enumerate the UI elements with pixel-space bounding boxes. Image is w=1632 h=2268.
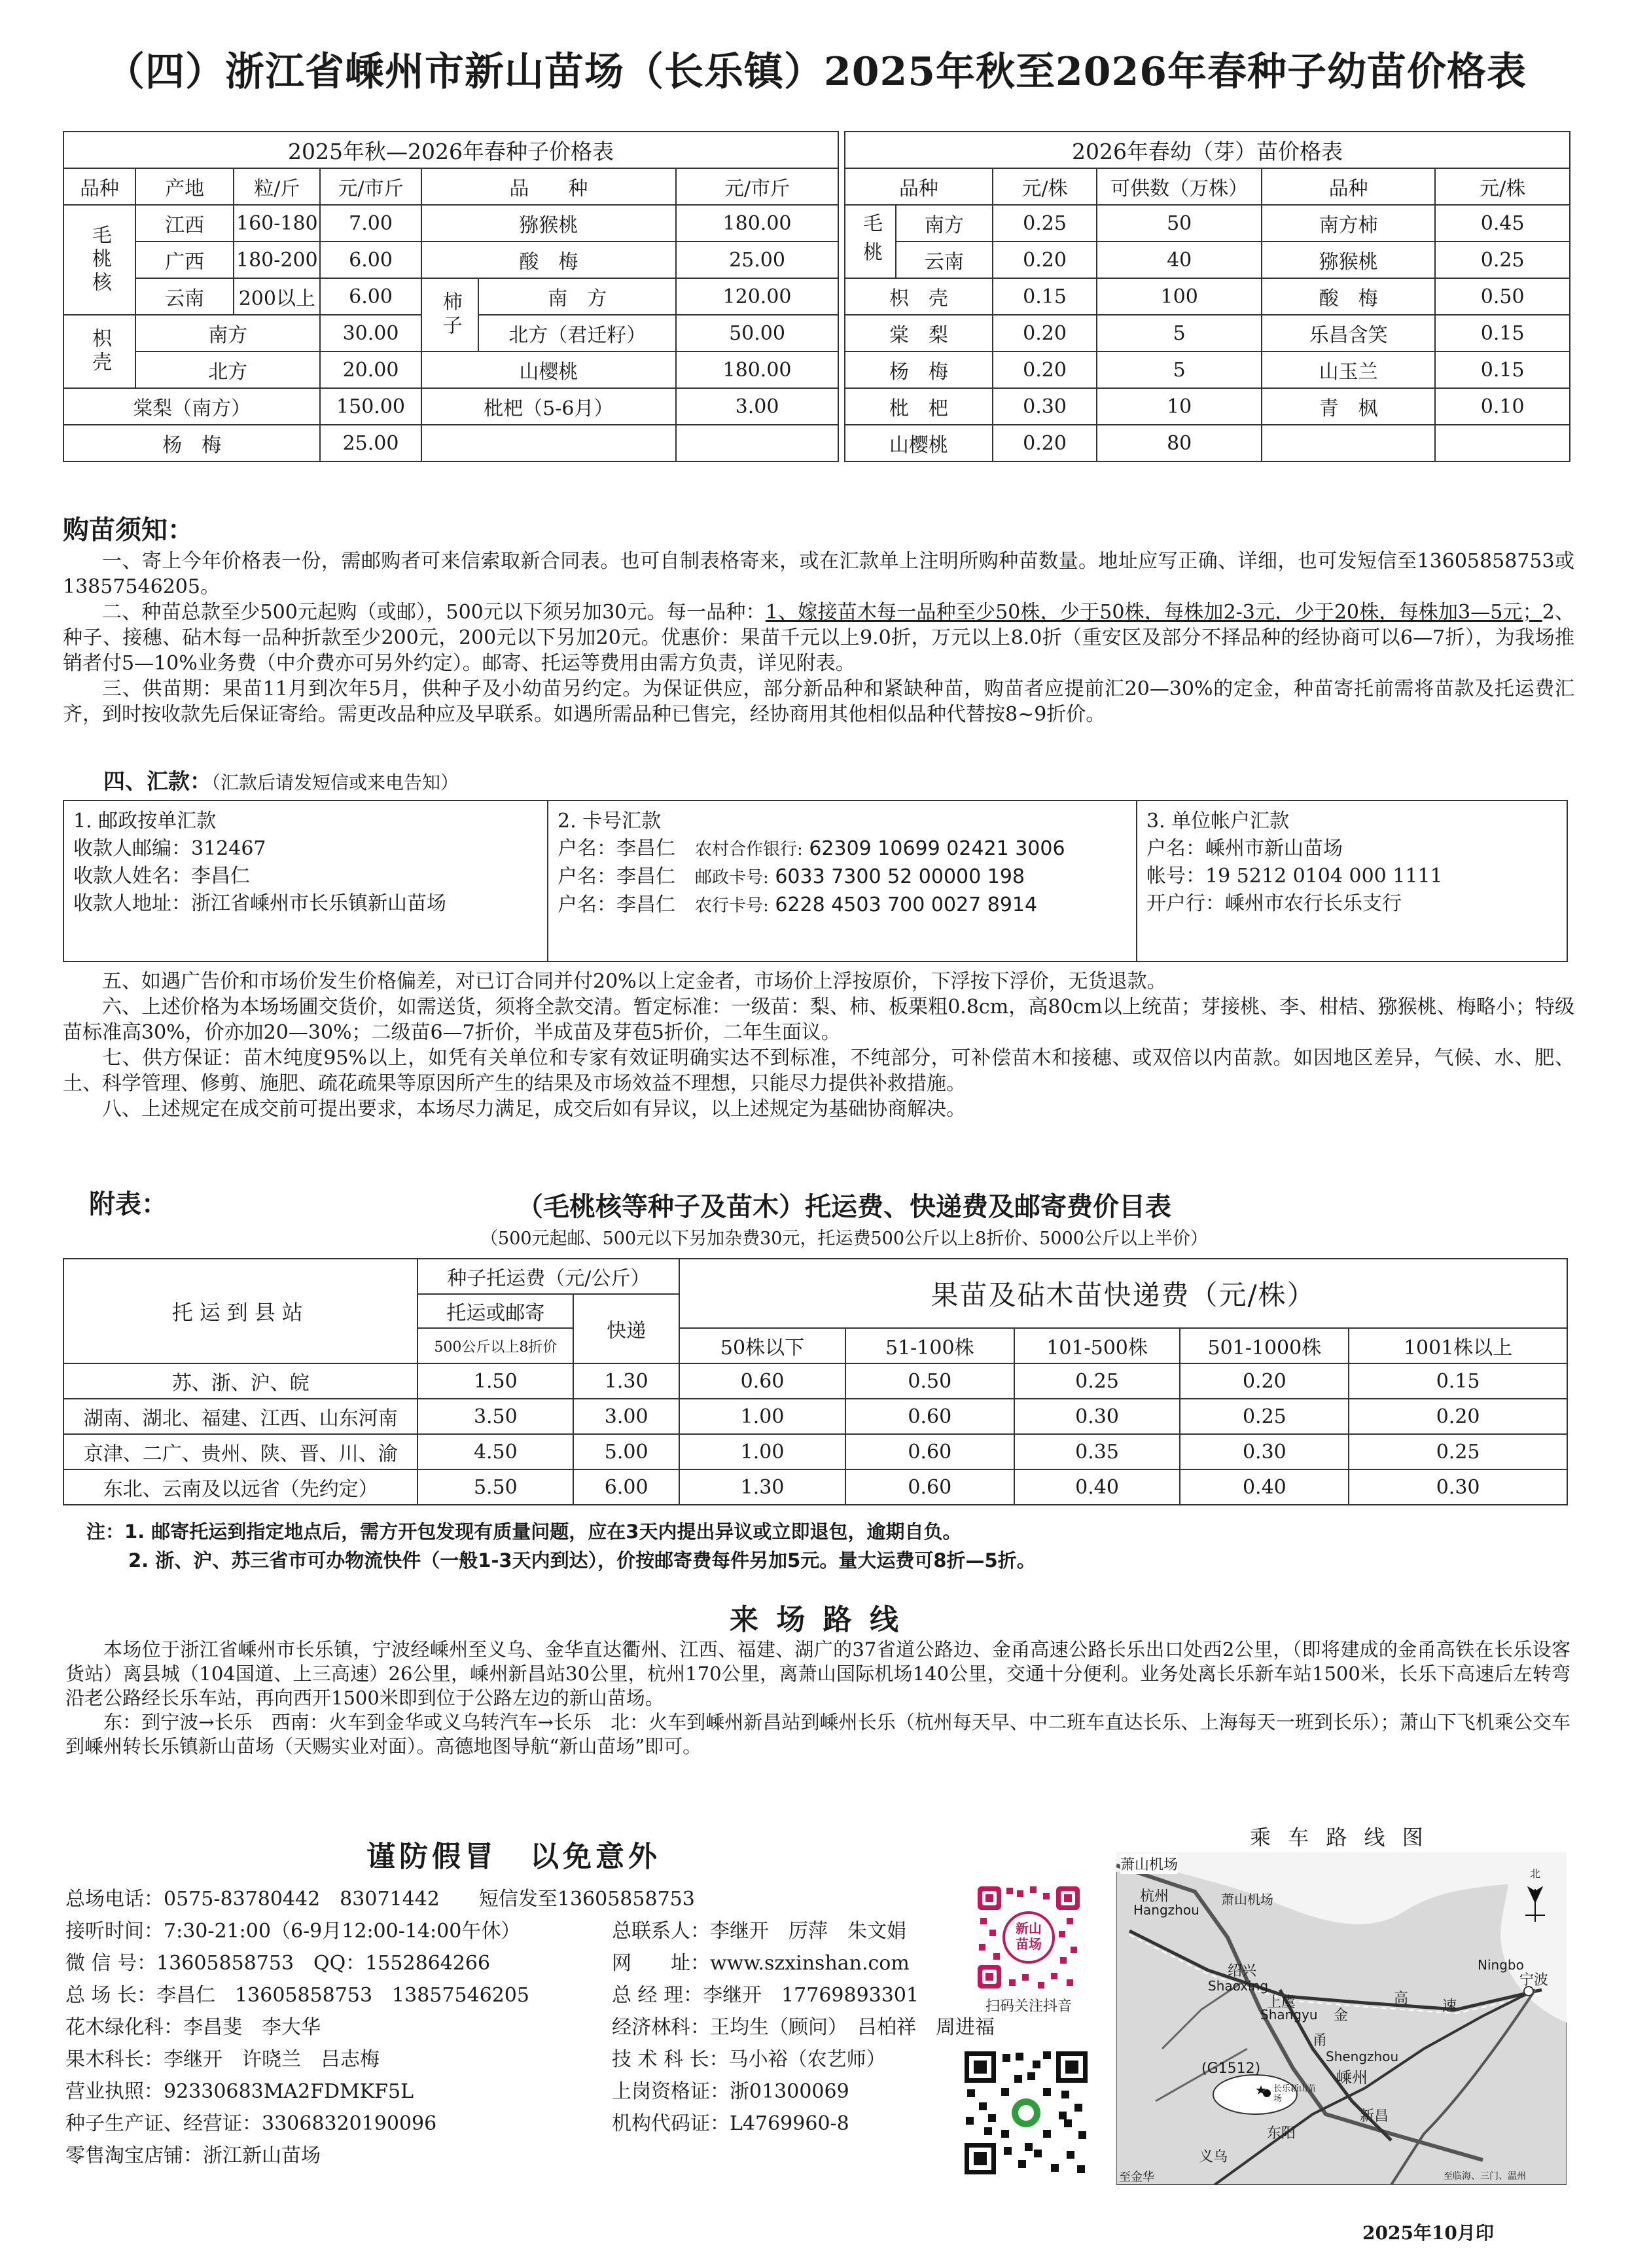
contact-fruit: 果木科长：李继开 许晓兰 吕志梅 (65, 2048, 380, 2071)
ship-h-tier: 101-500株 (1014, 1328, 1180, 1363)
maotao-label: 毛桃 (845, 205, 896, 278)
route-p2: 东：到宁波→长乐 西南：火车到金华或义乌转汽车→长乐 北：火车到嵊州新昌站到嵊州长乐（杭州每天早、中二班车直达长乐、上海每天一班到长乐）；萧山下飞机乘公交车到嵊州转长乐镇新山苗场（天赐实业对面）。高德地图导航“新山苗场”即可。 (65, 1711, 1570, 1757)
remit-postal-address: 收款人地址：浙江省嵊州市长乐镇新山苗场 (73, 892, 446, 915)
notice-body (63, 549, 1574, 727)
seedling-name: 猕猴桃 (1262, 242, 1435, 278)
seedling-price: 0.25 (1435, 242, 1570, 278)
notice-p2-underline: 1、嫁接苗木每一品种至少50株，少于50株，每株加2-3元，少于20株，每株加3—5元； (765, 601, 1542, 624)
remit-card-number: 6033 7300 52 00000 198 (775, 865, 1025, 888)
notice-p2b: 2、种子、接穗、砧木每一品种折款至少200元，200元以下另加20元。优惠价：果苗千元以上9.0折，万元以上8.0折（重安区及部分不择品种的经协商可以6—7折），为我场推销者付5—10%业务费（中介费亦可另外约定）。邮寄、托运等费用由需方负责，详见附表。 (63, 601, 1574, 675)
seed-grains: 200以上 (234, 278, 320, 315)
ship-tier-fee: 0.15 (1349, 1363, 1567, 1399)
contact-taobao: 零售淘宝店铺：浙江新山苗场 (65, 2144, 321, 2167)
remit-card-row (558, 863, 1127, 891)
map-title: 乘 车 路 线 图 (1250, 1825, 1428, 1850)
map-label-airport: 萧山机场 (1120, 1854, 1178, 1874)
remit-card-number: 6228 4503 700 0027 8914 (775, 893, 1038, 916)
ship-h-tier: 51-100株 (845, 1328, 1014, 1363)
seedling-price: 0.15 (993, 278, 1097, 315)
map-label-ningbo: 宁波 (1519, 1972, 1549, 1989)
ship-tier-fee: 0.60 (845, 1399, 1014, 1434)
ship-tier-fee: 0.25 (1349, 1434, 1567, 1469)
map-label-airport2: 萧山机场 (1221, 1892, 1273, 1907)
seedling-name: 山玉兰 (1262, 351, 1435, 388)
seed-h-grains: 粒/斤 (234, 168, 320, 205)
seedling-name: 棠 梨 (845, 315, 993, 351)
seed-name: 山樱桃 (421, 351, 676, 388)
seedling-qty: 5 (1097, 315, 1261, 351)
contact-mid-blank (612, 1883, 1018, 1915)
seed-origin: 广西 (135, 242, 234, 278)
seed-origin: 南方 (135, 315, 320, 351)
seedling-price: 0.45 (1435, 205, 1570, 242)
contact-head: 总 场 长：李昌仁 13605858753 13857546205 (65, 1984, 529, 2007)
seed-price: 30.00 (320, 315, 421, 351)
seed-name: 北方（君迁籽） (478, 315, 676, 351)
seed-price: 25.00 (676, 242, 838, 278)
douyin-qr-code[interactable] (975, 1884, 1082, 1991)
appendix-label: 附表： (89, 1189, 168, 1219)
ship-tier-fee: 0.60 (845, 1469, 1014, 1505)
seedling-price: 0.20 (993, 351, 1097, 388)
remit-card (548, 801, 1137, 962)
ship-h-tier: 1001株以上 (1349, 1328, 1567, 1363)
notice-heading: 购苗须知： (63, 515, 194, 545)
maotaohe-label: 毛桃核 (63, 205, 135, 315)
seed-price: 50.00 (676, 315, 838, 351)
map-label-shaoxing-en: Shaoxing (1208, 1978, 1269, 1994)
contact-hours: 接听时间：7:30-21:00（6-9月12:00-14:00午休） (65, 1920, 521, 1943)
shipping-note-2: 2. 浙、沪、苏三省市可办物流快件（一般1-3天内到达），价按邮寄费每件另加5元。量大运费可8折—5折。 (128, 1549, 1036, 1572)
ship-h-station: 托运到县站 (63, 1259, 417, 1363)
seedling-h-price: 元/株 (993, 168, 1097, 205)
contact-website: 网 址：www.szxinshan.com (612, 1952, 910, 1975)
seed-price: 7.00 (320, 205, 421, 242)
contact-wechat: 微 信 号：13605858753 QQ：1552864266 (65, 1952, 491, 1975)
ship-tier-fee: 0.30 (1014, 1399, 1180, 1434)
remit-table (63, 800, 1568, 962)
remit-account-bank: 开户行：嵊州市农行长乐支行 (1146, 892, 1402, 915)
ship-station: 东北、云南及以远省（先约定） (63, 1469, 417, 1505)
seed-h-price: 元/市斤 (320, 168, 421, 205)
shipping-note-1: 注：1. 邮寄托运到指定地点后，需方开包发现有质量问题，应在3天内提出异议或立即退包，逾期自负。 (86, 1521, 962, 1543)
map-label-yiwu: 义乌 (1199, 2149, 1228, 2165)
qr-logo-text: 新山苗场 (1016, 1920, 1042, 1952)
map-label-to-jinhua: 至金华 (1119, 2170, 1154, 2184)
remit-postal-title: 1. 邮政按单汇款 (73, 810, 217, 833)
map-label-north: 北 (1530, 1867, 1541, 1880)
ship-tier-fee: 0.25 (1180, 1399, 1349, 1434)
remit-heading (63, 765, 459, 795)
map-label-farm: 长乐新山苗场 (1273, 2084, 1317, 2104)
route-body (65, 1638, 1570, 1759)
remit-account (1137, 801, 1567, 962)
ship-tier-fee: 1.00 (679, 1399, 845, 1434)
remit-card-row (558, 835, 1127, 863)
remit-card-bank: 农行卡号: (695, 896, 769, 916)
seed-h-price2: 元/市斤 (676, 168, 838, 205)
contact-mid (612, 1883, 1018, 2140)
ship-station: 苏、浙、沪、皖 (63, 1363, 417, 1399)
notice-body-2 (63, 969, 1574, 1122)
seedling-price: 0.20 (993, 242, 1097, 278)
seed-price: 6.00 (320, 242, 421, 278)
map-label-shengzhou-en: Shengzhou (1326, 2049, 1399, 2064)
remit-heading-note: （汇款后请发短信或来电告知） (211, 772, 459, 793)
seed-origin: 云南 (135, 278, 234, 315)
map-label-ningbo-en: Ningbo (1478, 1957, 1524, 1973)
seedling-h-variety: 品种 (845, 168, 993, 205)
seedling-name: 枳 壳 (845, 278, 993, 315)
map-label-to-wenzhou: 至临海、三门、温州 (1444, 2171, 1526, 2182)
seed-price: 120.00 (676, 278, 838, 315)
seedling-price: 0.30 (993, 388, 1097, 425)
notice-p2a: 二、种苗总款至少500元起购（或邮），500元以下须另加30元。每一品种： (102, 601, 766, 624)
print-date: 2025年10月印 (1362, 2222, 1494, 2244)
remit-card-title: 2. 卡号汇款 (558, 810, 662, 833)
qr-caption: 扫码关注抖音 (985, 1998, 1072, 2015)
remit-card-holder: 户名：李昌仁 (558, 865, 675, 888)
shipping-table (63, 1258, 1568, 1505)
contact-gm: 总 经 理：李继开 17769893301 (612, 1984, 919, 2007)
ship-post: 5.50 (417, 1469, 573, 1505)
notice-p2 (63, 600, 1574, 676)
map-label-shengzhou: 嵊州 (1336, 2068, 1368, 2087)
ship-h-fruit: 果苗及砧木苗快递费（元/株） (679, 1259, 1567, 1328)
map-label-shangyu: 上虞 (1267, 1994, 1296, 2011)
seedling-table-caption: 2026年春幼（芽）苗价格表 (845, 132, 1570, 168)
seedling-qty: 80 (1097, 425, 1261, 461)
seedling-price: 0.15 (1435, 315, 1570, 351)
ship-row (63, 1469, 1567, 1505)
ship-express: 6.00 (573, 1469, 679, 1505)
map-label-gao: 高 (1394, 1990, 1409, 2007)
remit-card-row (558, 891, 1127, 920)
map-label-su: 速 (1442, 1998, 1457, 2015)
ship-express: 1.30 (573, 1363, 679, 1399)
contact-main: 总联系人：李继开 厉萍 朱文娟 (612, 1920, 906, 1943)
seed-name: 南 方 (478, 278, 676, 315)
shizi-label: 柿子 (421, 278, 479, 351)
ship-h-seed: 种子托运费（元/公斤） (417, 1259, 679, 1294)
ship-post: 4.50 (417, 1434, 573, 1469)
ship-express: 5.00 (573, 1434, 679, 1469)
notice-p6: 六、上述价格为本场场圃交货价，如需送货，须将全款交清。暂定标准：一级苗：梨、柿、板栗粗0.8cm，高80cm以上统苗；芽接桃、李、柑桔、猕猴桃、梅略小；特级苗标准高30%，价亦加20—30%；二级苗6—7折价，半成苗及芽苞5折价，二年生面议。 (63, 996, 1574, 1044)
seed-table-caption: 2025年秋—2026年春种子价格表 (63, 132, 838, 168)
remit-card-holder: 户名：李昌仁 (558, 893, 675, 916)
wechat-qr-icon (962, 2049, 1090, 2177)
seedling-origin: 南方 (896, 205, 993, 242)
remit-account-title: 3. 单位帐户汇款 (1146, 810, 1290, 833)
yangmei-label: 杨 梅 (63, 425, 320, 461)
ship-h-express: 快递 (573, 1294, 679, 1363)
seedling-h-price2: 元/株 (1435, 168, 1570, 205)
ship-h-post-note: 500公斤以上8折价 (417, 1328, 573, 1363)
seedling-price: 0.20 (993, 425, 1097, 461)
seed-name: 猕猴桃 (421, 205, 676, 242)
seedling-price: 0.20 (993, 315, 1097, 351)
ship-h-post: 托运或邮寄 (417, 1294, 573, 1328)
remit-account-name: 户名：嵊州市新山苗场 (1146, 837, 1343, 860)
page-title: （四）浙江省嵊州市新山苗场（长乐镇）2025年秋至2026年春种子幼苗价格表 (105, 49, 1527, 95)
seed-name: 酸 梅 (421, 242, 676, 278)
zhike-label: 枳壳 (63, 315, 135, 388)
map-label-dongyang: 东阳 (1267, 2125, 1296, 2142)
contact-phone: 总场电话：0575-83780442 83071442 短信发至13605858753 (65, 1888, 695, 1911)
contact-tech: 技 术 科 长：马小裕（农艺师） (612, 2048, 886, 2071)
seedling-name: 南方柿 (1262, 205, 1435, 242)
notice-p3: 三、供苗期：果苗11月到次年5月，供种子及小幼苗另约定。为保证供应，部分新品种和紧缺种苗，购苗者应提前汇20—30%的定金，种苗寄托前需将苗款及托运费汇齐，到时按收款先后保证寄给。需更改品种应及早联系。如遇所需品种已售完，经协商用其他相似品种代替按8~9折价。 (63, 677, 1574, 726)
map-label-shaoxing: 绍兴 (1228, 1963, 1257, 1979)
wechat-qr-code[interactable] (962, 2049, 1090, 2177)
contact-qualification: 上岗资格证：浙01300069 (612, 2080, 849, 2103)
seed-price: 150.00 (320, 388, 421, 425)
ship-h-tier: 50株以下 (679, 1328, 845, 1363)
remit-postal-zip: 收款人邮编：312467 (73, 837, 266, 860)
ship-tier-fee: 0.40 (1180, 1469, 1349, 1505)
ship-tier-fee: 0.30 (1349, 1469, 1567, 1505)
ship-tier-fee: 0.50 (845, 1363, 1014, 1399)
seed-price: 3.00 (676, 388, 838, 425)
ship-tier-fee: 0.60 (845, 1434, 1014, 1469)
ship-station: 京津、二广、贵州、陕、晋、川、渝 (63, 1434, 417, 1469)
seedling-name: 青 枫 (1262, 388, 1435, 425)
notice-p7: 七、供方保证：苗木纯度95%以上，如凭有关单位和专家有效证明确实达不到标准，不纯部分，可补偿苗木和接穗、或双倍以内苗款。如因地区差异，气候、水、肥、土、科学管理、修剪、施肥、疏花疏果等原因所产生的结果及市场效益不理想，只能尽力提供补救措施。 (63, 1047, 1574, 1095)
ship-tier-fee: 0.30 (1180, 1434, 1349, 1469)
ship-tier-fee: 0.25 (1014, 1363, 1180, 1399)
seedling-price: 0.25 (993, 205, 1097, 242)
seedling-price: 0.10 (1435, 388, 1570, 425)
contact-org-code: 机构代码证：L4769960-8 (612, 2112, 849, 2135)
seed-h-origin: 产地 (135, 168, 234, 205)
ship-tier-fee: 0.40 (1014, 1469, 1180, 1505)
route-map[interactable] (1116, 1852, 1567, 2185)
seed-price: 180.00 (676, 351, 838, 388)
ship-row (63, 1363, 1567, 1399)
seedling-price-table (844, 131, 1570, 462)
contact-forestry: 经济林科：王均生（顾问） 吕柏祥 周进福 (612, 2016, 995, 2039)
ship-h-tier: 501-1000株 (1180, 1328, 1349, 1363)
map-label-hangzhou-en: Hangzhou (1133, 1902, 1199, 1918)
seed-origin: 北方 (135, 351, 320, 388)
map-label-road: (G1512) (1201, 2061, 1261, 2077)
contact-landscape: 花木绿化科：李昌斐 李大华 (65, 2016, 321, 2039)
seed-price: 6.00 (320, 278, 421, 315)
seed-h-variety2: 品 种 (421, 168, 676, 205)
seedling-name: 山樱桃 (845, 425, 993, 461)
seedling-qty: 10 (1097, 388, 1261, 425)
seedling-name: 乐昌含笑 (1262, 315, 1435, 351)
notice-p5: 五、如遇广告价和市场价发生价格偏差，对已订合同并付20%以上定金者，市场价上浮按原价，下浮按下浮价，无货退款。 (102, 970, 1167, 993)
seedling-name: 杨 梅 (845, 351, 993, 388)
remit-card-number: 62309 10699 02421 3006 (809, 837, 1065, 860)
map-label-yong: 甬 (1313, 2032, 1328, 2049)
route-p1: 本场位于浙江省嵊州市长乐镇，宁波经嵊州至义乌、金华直达衢州、江西、福建、湖广的37省道公路边、金甬高速公路长乐出口处西2公里，（即将建成的金甬高铁在长乐设客货站）离县城（104国道、上三高速）26公里，嵊州新昌站30公里，杭州170公里，离萧山国际机场140公里，交通十分便利。业务处离长乐新车站1500米，长乐下高速后左转弯沿老公路经长乐车站，再向西开1500米即到位于公路左边的新山苗场。 (65, 1638, 1570, 1709)
ship-post: 3.50 (417, 1399, 573, 1434)
seed-grains: 180-200 (234, 242, 320, 278)
ship-station: 湖南、湖北、福建、江西、山东河南 (63, 1399, 417, 1434)
remit-card-bank: 邮政卡号: (695, 868, 769, 888)
ship-tier-fee: 0.35 (1014, 1434, 1180, 1469)
ship-tier-fee: 0.60 (679, 1363, 845, 1399)
map-label-shangyu-en: Shangyu (1260, 2007, 1318, 2023)
map-label-hangzhou: 杭州 (1140, 1888, 1169, 1905)
remit-card-bank: 农村合作银行: (695, 840, 803, 859)
contact-seed-cert: 种子生产证、经营证：33068320190096 (65, 2112, 437, 2135)
map-label-xinchang: 新昌 (1360, 2108, 1389, 2125)
seed-price: 25.00 (320, 425, 421, 461)
seedling-name: 酸 梅 (1262, 278, 1435, 315)
seedling-price: 0.50 (1435, 278, 1570, 315)
ship-tier-fee: 1.00 (679, 1434, 845, 1469)
ship-tier-fee: 1.30 (679, 1469, 845, 1505)
seedling-qty: 5 (1097, 351, 1261, 388)
seedling-qty: 40 (1097, 242, 1261, 278)
seed-price-table (63, 131, 839, 462)
seedling-qty: 50 (1097, 205, 1261, 242)
slogan: 谨防假冒 以免意外 (366, 1840, 661, 1873)
remit-postal-name: 收款人姓名：李昌仁 (73, 865, 250, 888)
seedling-price: 0.15 (1435, 351, 1570, 388)
remit-postal (63, 801, 548, 962)
remit-account-number: 帐号：19 5212 0104 000 1111 (1146, 865, 1443, 888)
seedling-h-variety2: 品种 (1262, 168, 1435, 205)
tangli-label: 棠梨（南方） (63, 388, 320, 425)
map-label-jin: 金 (1334, 2007, 1349, 2024)
seed-origin: 江西 (135, 205, 234, 242)
seedling-name: 枇 杷 (845, 388, 993, 425)
notice-p1: 一、寄上今年价格表一份，需邮购者可来信索取新合同表。也可自制表格寄来，或在汇款单上注明所购种苗数量。地址应写正确、详细，也可发短信至13605858753或13857546205。 (63, 550, 1574, 598)
route-heading: 来 场 路 线 (730, 1603, 902, 1636)
contact-left (65, 1883, 695, 2172)
appendix-title: （毛桃核等种子及苗木）托运费、快递费及邮寄费价目表 (517, 1192, 1171, 1222)
ship-row (63, 1434, 1567, 1469)
remit-heading-label: 四、汇款： (103, 768, 211, 794)
ship-express: 3.00 (573, 1399, 679, 1434)
ship-post: 1.50 (417, 1363, 573, 1399)
notice-p8: 八、上述规定在成交前可提出要求，本场尽力满足，成交后如有异议，以上述规定为基础协商解决。 (102, 1098, 966, 1121)
ship-tier-fee: 0.20 (1180, 1363, 1349, 1399)
remit-card-holder: 户名：李昌仁 (558, 837, 675, 860)
map-labels (1116, 1852, 1567, 2185)
seedling-qty: 100 (1097, 278, 1261, 315)
ship-row (63, 1399, 1567, 1434)
seed-h-variety: 品种 (63, 168, 135, 205)
seedling-origin: 云南 (896, 242, 993, 278)
seed-grains: 160-180 (234, 205, 320, 242)
seed-price: 180.00 (676, 205, 838, 242)
seedling-h-qty: 可供数（万株） (1097, 168, 1261, 205)
seed-name: 枇杷（5-6月） (421, 388, 676, 425)
contact-license: 营业执照：92330683MA2FDMKF5L (65, 2080, 414, 2103)
ship-tier-fee: 0.20 (1349, 1399, 1567, 1434)
appendix-subtitle: （500元起邮、500元以下另加杂费30元，托运费500公斤以上8折价、5000公斤以上半价） (480, 1229, 1208, 1249)
seed-price: 20.00 (320, 351, 421, 388)
